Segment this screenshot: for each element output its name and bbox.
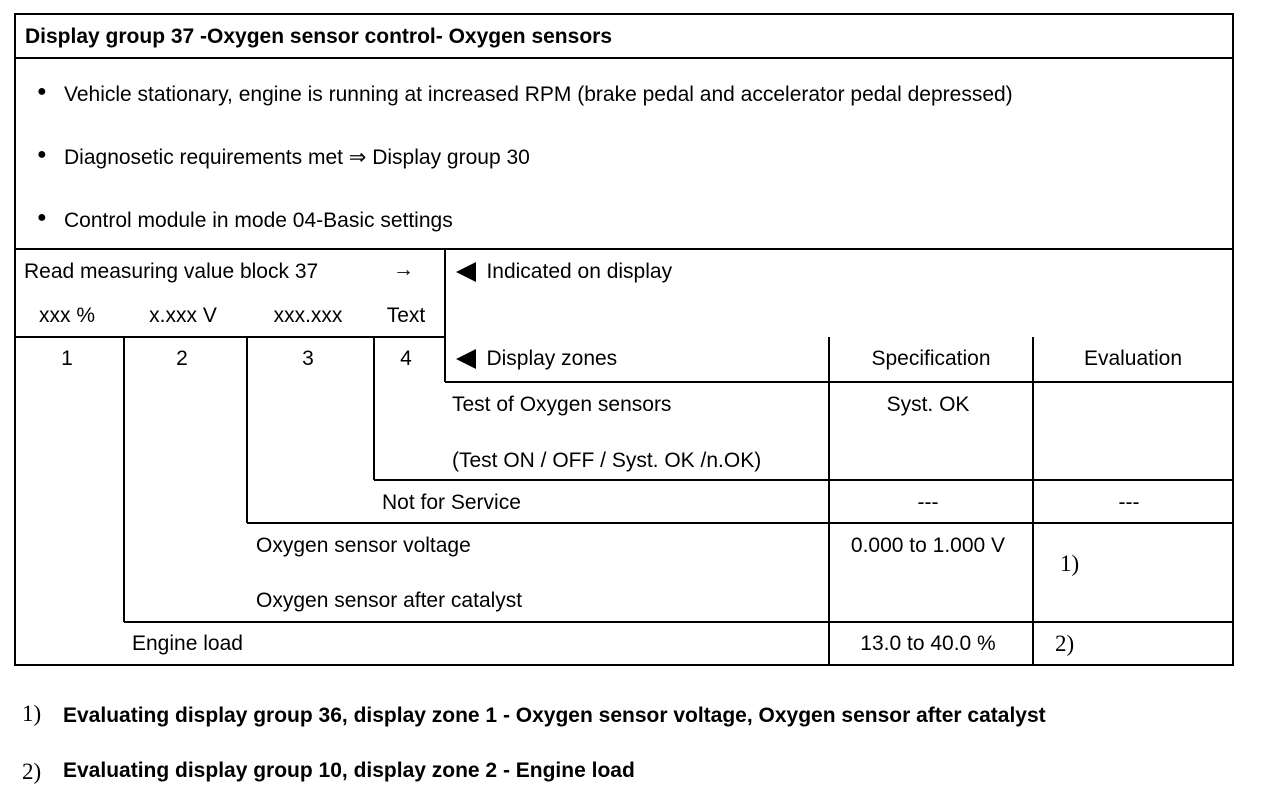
evaluation-header: Evaluation [1083, 347, 1183, 370]
footnote-text: Evaluating display group 36, display zone 1 - Oxygen sensor voltage, Oxygen sensor after catalyst [63, 704, 1046, 727]
format-zone-4: Text [386, 304, 426, 327]
read-block-label: Read measuring value block 37 [24, 260, 319, 283]
footnote-marker: 2) [22, 759, 42, 784]
zone2-sublabel: Oxygen sensor after catalyst [256, 589, 523, 612]
footnote-text: Evaluating display group 10, display zone 2 - Engine load [63, 759, 635, 782]
format-zone-2: x.xxx V [149, 304, 217, 327]
zone4-spec: Syst. OK [886, 393, 970, 416]
indicated-label: Indicated on display [456, 261, 672, 283]
zone3-spec: --- [917, 491, 939, 514]
display-zones-label: Display zones [456, 348, 617, 370]
footnote-marker: 1) [22, 701, 42, 726]
zone-number-4: 4 [400, 347, 412, 370]
condition-text: Control module in mode 04-Basic settings [64, 209, 453, 232]
condition-text: Diagnosetic requirements met ⇒ Display group 30 [64, 146, 530, 169]
zone1-evaluation: 2) [1055, 631, 1075, 656]
zone3-label: Not for Service [382, 491, 521, 514]
zone-number-1: 1 [61, 347, 73, 370]
page-title: Display group 37 -Oxygen sensor control- Oxygen sensors [25, 25, 612, 48]
zone2-evaluation: 1) [1060, 551, 1080, 576]
zone2-label: Oxygen sensor voltage [256, 534, 471, 557]
zone3-evaluation: --- [1118, 491, 1140, 514]
zone4-sublabel: (Test ON / OFF / Syst. OK /n.OK) [452, 449, 762, 472]
triangle-left-icon [456, 349, 476, 369]
zone-number-2: 2 [176, 347, 188, 370]
condition-text: Vehicle stationary, engine is running at increased RPM (brake pedal and accelerator pedal depressed) [64, 83, 1013, 106]
zone1-spec: 13.0 to 40.0 % [860, 632, 996, 655]
triangle-left-icon [456, 262, 476, 282]
bullet-icon: ● [37, 146, 47, 163]
format-zone-3: xxx.xxx [273, 304, 343, 327]
format-zone-1: xxx % [38, 304, 95, 327]
arrow-right-icon: → [393, 258, 414, 281]
bullet-icon: ● [37, 83, 47, 100]
specification-header: Specification [871, 347, 991, 370]
zone2-spec: 0.000 to 1.000 V [850, 534, 1006, 557]
zone-number-3: 3 [302, 347, 314, 370]
zone4-label: Test of Oxygen sensors [452, 393, 672, 416]
zone1-label: Engine load [132, 632, 243, 655]
bullet-icon: ● [37, 209, 47, 226]
